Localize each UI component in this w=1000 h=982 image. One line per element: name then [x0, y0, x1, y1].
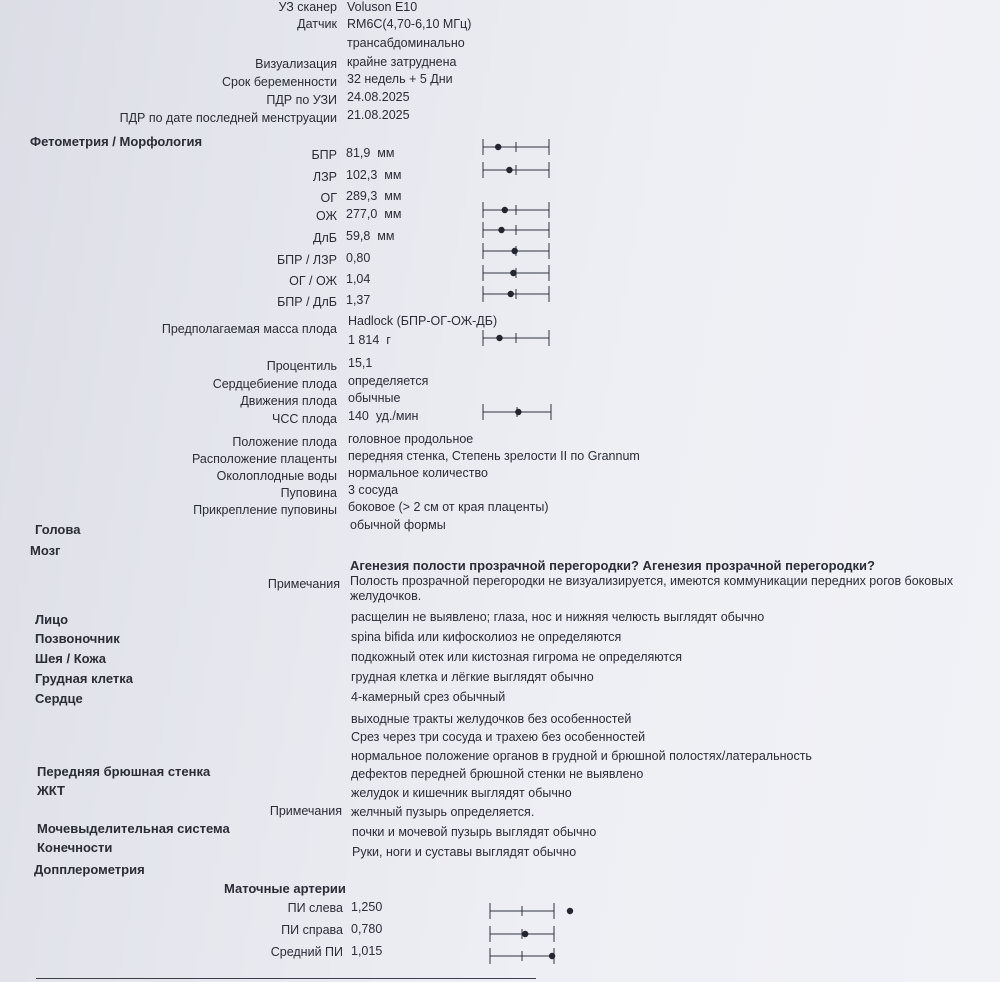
edd-lmp-value: 21.08.2025 [347, 108, 410, 122]
position-value: головное продольное [348, 432, 474, 446]
cord-insert-label: Прикрепление пуповины [193, 503, 337, 517]
probe-mode: трансабдоминально [347, 36, 465, 50]
movement-label: Движения плода [240, 394, 337, 408]
abdwall-label: Передняя брюшная стенка [37, 764, 211, 779]
heart-value: Срез через три сосуда и трахею без особенностей [351, 730, 646, 744]
bpr-gauge-marker [495, 144, 501, 150]
fetometry-row-label: ЛЗР [312, 170, 337, 184]
hr-label: ЧСС плода [272, 412, 337, 426]
pi-left-label: ПИ слева [287, 901, 343, 915]
pi-mean-label: Средний ПИ [270, 945, 343, 959]
face-label: Лицо [35, 612, 69, 627]
heart-value: 4-камерный срез обычный [351, 690, 506, 704]
fetometry-section-title: Фетометрия / Морфология [30, 134, 203, 149]
hr-value: 140 уд./мин [348, 409, 419, 423]
probe-label: Датчик [297, 17, 337, 31]
fetometry-row-label: ДлБ [313, 231, 337, 245]
visualization-value: крайне затруднена [347, 55, 457, 69]
cord-value: 3 сосуда [348, 483, 399, 497]
heartbeat-label: Сердцебиение плода [212, 377, 337, 391]
gest-age-label: Срок беременности [221, 75, 337, 89]
brain-finding: Агенезия полости прозрачной перегородки? Агенезия прозрачной перегородки? [350, 558, 875, 573]
pi-right-gauge-marker [522, 931, 528, 937]
neck-value: подкожный отек или кистозная гигрома не определяются [351, 650, 682, 664]
fluid-value: нормальное количество [348, 466, 488, 480]
fetometry-row-value: 1,04 [346, 272, 371, 286]
bpr-lzr-gauge-marker [511, 248, 517, 254]
lzr-gauge-marker [506, 167, 512, 173]
fetometry-row-label: БПР / ЛЗР [276, 253, 337, 267]
fetometry-row-value: 59,8 мм [346, 229, 395, 243]
edd-us-value: 24.08.2025 [347, 90, 410, 104]
heart-value: нормальное положение органов в грудной и брюшной полостях/латеральность [351, 749, 812, 763]
chest-value: грудная клетка и лёгкие выглядят обычно [351, 670, 594, 684]
limbs-label: Конечности [37, 840, 113, 855]
git-note: желчный пузырь определяется. [351, 805, 535, 819]
scanner-label: УЗ сканер [278, 0, 337, 14]
fetometry-row-label: БПР [311, 148, 337, 162]
fetometry-row-value: 1,37 [346, 293, 371, 307]
pi-mean-gauge-marker [549, 953, 555, 959]
pi-left-gauge-marker [567, 908, 573, 914]
position-label: Положение плода [232, 435, 337, 449]
heart-label: Сердце [35, 691, 83, 706]
fetometry-row-value: 277,0 мм [346, 207, 402, 221]
og-gauge-marker [502, 207, 508, 213]
face-value: расщелин не выявлено; глаза, нос и нижняя челюсть выглядят обычно [351, 610, 765, 624]
doppler-section-title: Допплерометрия [34, 862, 145, 877]
abdwall-value: дефектов передней брюшной стенки не выявлено [351, 767, 644, 781]
fetometry-row-label: ОГ / ОЖ [289, 274, 337, 288]
git-label: ЖКТ [37, 783, 65, 798]
og-oj-gauge-marker [510, 270, 516, 276]
fetometry-row-value: 102,3 мм [346, 168, 402, 182]
pi-mean-value: 1,015 [351, 944, 383, 958]
fetometry-row-label: ОГ [320, 191, 337, 205]
gest-age-value: 32 недель + 5 Дни [347, 72, 453, 86]
git-notes-label: Примечания [269, 804, 342, 818]
pi-left-value: 1,250 [351, 900, 383, 914]
fetometry-row-value: 289,3 мм [346, 189, 402, 203]
heart-value: выходные тракты желудочков без особенностей [351, 712, 632, 726]
bpr-dlb-gauge-marker [508, 291, 514, 297]
fetometry-row-label: ОЖ [316, 209, 337, 223]
git-value: желудок и кишечник выглядят обычно [351, 786, 572, 800]
pi-right-label: ПИ справа [281, 923, 343, 937]
pi-right-value: 0,780 [351, 922, 383, 936]
cord-insert-value: боковое (> 2 см от края плаценты) [348, 500, 549, 514]
percentile-value: 15,1 [348, 356, 373, 370]
placenta-value: передняя стенка, Степень зрелости II по Grannum [348, 449, 640, 463]
spine-label: Позвоночник [35, 631, 120, 646]
spine-value: spina bifida или кифосколиоз не определяются [351, 630, 622, 644]
cord-label: Пуповина [280, 486, 337, 500]
brain-label: Мозг [30, 543, 61, 558]
neck-label: Шея / Кожа [35, 651, 107, 666]
fetometry-row-value: 81,9 мм [346, 146, 395, 160]
uterine-arteries-title: Маточные артерии [224, 881, 346, 896]
urinary-value: почки и мочевой пузырь выглядят обычно [352, 825, 597, 839]
weight-value: 1 814 г [348, 333, 391, 347]
dlb-gauge-marker [498, 227, 504, 233]
edd-us-label: ПДР по УЗИ [266, 93, 337, 107]
brain-note: Полость прозрачной перегородки не визуализируется, имеются коммуникации передних рогов боковых желудочков. [350, 574, 954, 603]
head-label: Голова [35, 522, 81, 537]
hr-gauge-marker [515, 409, 521, 415]
weight-label: Предполагаемая масса плода [161, 322, 337, 336]
movement-value: обычные [348, 391, 401, 405]
scanner-value: Voluson E10 [347, 0, 418, 14]
urinary-label: Мочевыделительная система [37, 821, 230, 836]
edd-lmp-label: ПДР по дате последней менструации [119, 111, 337, 125]
heartbeat-value: определяется [348, 374, 429, 388]
bottom-divider [36, 978, 536, 979]
percentile-label: Процентиль [266, 359, 337, 373]
weight-method: Hadlock (БПР-ОГ-ОЖ-ДБ) [348, 314, 498, 328]
limbs-value: Руки, ноги и суставы выглядят обычно [352, 845, 577, 859]
fetometry-row-label: БПР / ДлБ [277, 295, 337, 309]
probe-value: RM6C(4,70-6,10 МГц) [347, 17, 472, 31]
brain-notes-label: Примечания [267, 577, 340, 591]
fluid-label: Околоплодные воды [216, 469, 337, 483]
fetometry-row-value: 0,80 [346, 251, 371, 265]
visualization-label: Визуализация [255, 57, 337, 71]
chest-label: Грудная клетка [35, 671, 133, 686]
head-value: обычной формы [350, 518, 446, 532]
weight-gauge-marker [496, 335, 502, 341]
placenta-label: Расположение плаценты [191, 452, 337, 466]
